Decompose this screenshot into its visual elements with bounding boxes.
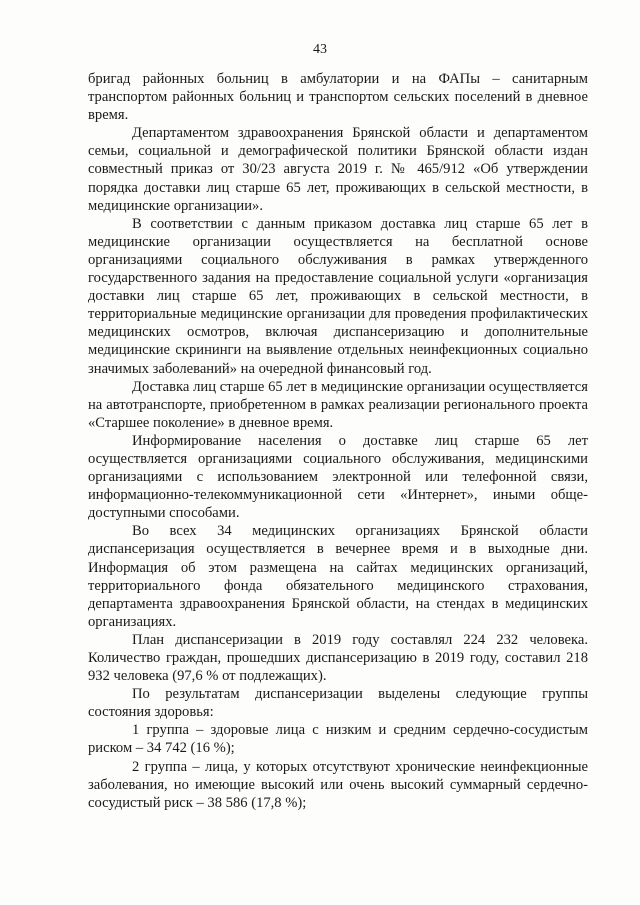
page-number: 43 [313, 42, 327, 57]
paragraph: 2 группа – лица, у которых отсутствуют хронические неинфекционные заболевания, но имеющие высокий или очень высокий суммарный сердечно- сосудистый риск – 38 586 (17,8 %); [88, 758, 588, 811]
paragraph: Доставка лиц старше 65 лет в медицинские организации осуществляется на автотранспорте, приобретенном в рамках реализации регионального проекта «Старшее поколение» в дневное время. [88, 378, 588, 431]
paragraph: План диспансеризации в 2019 году составлял 224 232 человека. Количество граждан, прошедших диспансеризацию в 2019 году, составил 218 932 человека (97,6 % от подлежащих). [88, 631, 588, 685]
paragraph: Во всех 34 медицинских организациях Брянской области диспансеризация осуществляется в вечернее время и в выходные дни. Информация об этом размещена на сайтах медицинских организаций, территориального фонда обязательного медицинского страхования, департамента здравоохранения Брянской области, на стендах в медицинских организациях. [88, 523, 588, 630]
paragraph: 1 группа – здоровые лица с низким и средним сердечно-сосудистым риском – 34 742 (16 %); [88, 722, 588, 757]
paragraph: Департаментом здравоохранения Брянской области и департаментом семьи, социальной и демографической политики Брянской области издан совместный приказ от 30/23 августа 2019 г. № 465/912 «Об утверждении порядка доставки лиц старше 65 лет, проживающих в сельской местности, в медицинские организации». [88, 125, 588, 214]
paragraph: В соответствии с данным приказом доставка лиц старше 65 лет в медицинские организации осуществляется на бесплатной основе организациями социального обслуживания в рамках утвержденного государственного задания на предоставление социальной услуги «организация доставки лиц старше 65 лет, проживающих в сельской местности, в территориальные медицинские организации для проведения профилактических медицинских осмотров, включая диспансеризацию и дополнительные медицинские скрининги на выявление отдельных неинфекционных социально значимых заболеваний» на очередной финансовый год. [88, 215, 588, 377]
paragraph: Информирование населения о доставке лиц старше 65 лет осуществляется организациями социального обслуживания, медицинскими организациями с использованием электронной или телефонной связи, информационно-телекоммуникационной сети «Интернет», иными обще-доступными способами. [88, 432, 588, 522]
paragraph: бригад районных больниц в амбулатории и на ФАПы – санитарным транспортом районных больниц и транспортом сельских поселений в дневное время. [88, 71, 588, 124]
document-body [88, 70, 588, 812]
paragraph: По результатам диспансеризации выделены следующие группы состояния здоровья: [88, 686, 588, 721]
